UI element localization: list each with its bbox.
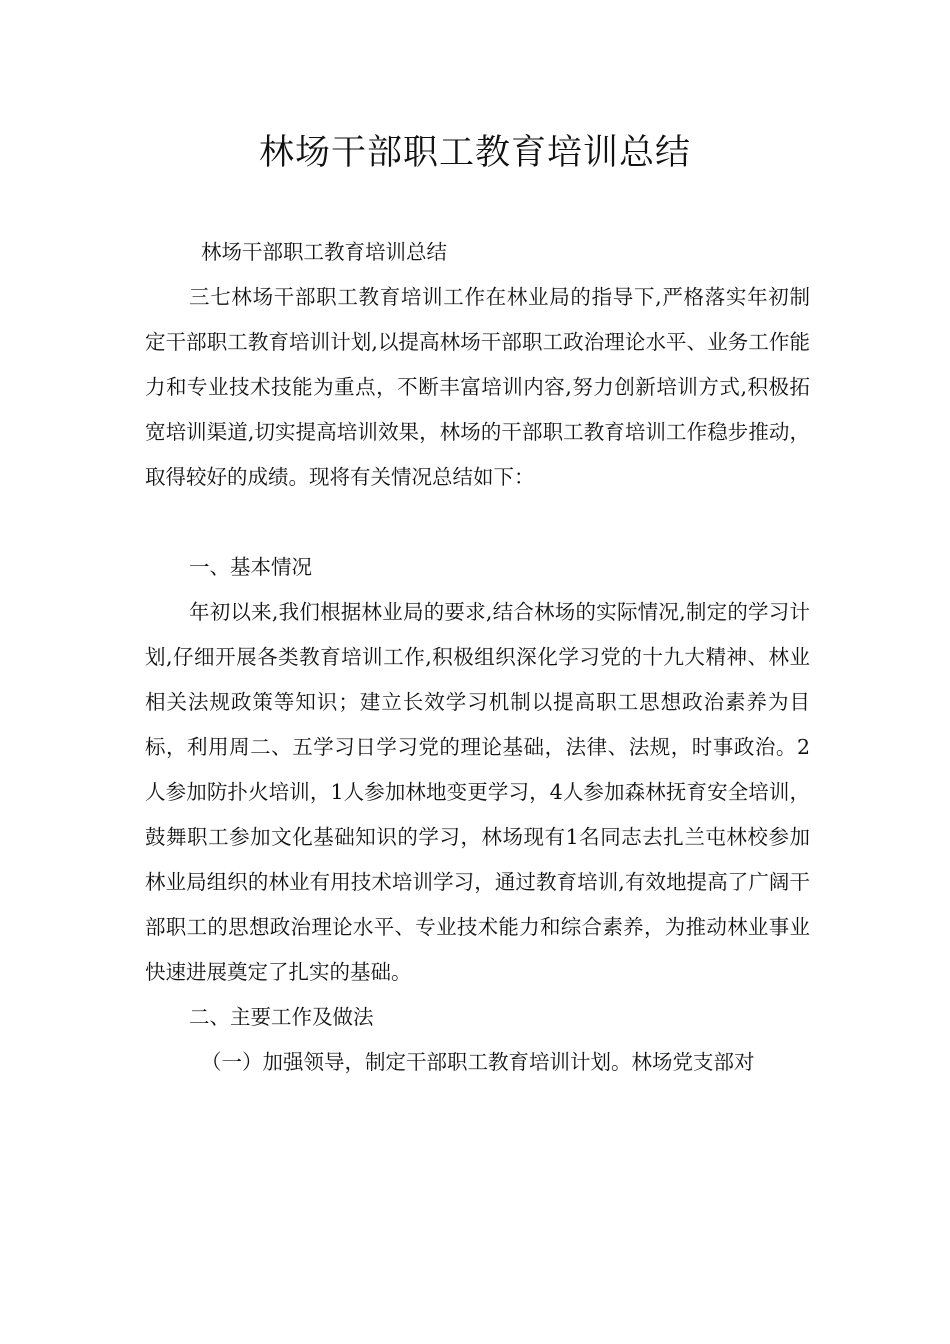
- intro-paragraph: 三七林场干部职工教育培训工作在林业局的指导下,严格落实年初制定干部职工教育培训计划,以提高林场干部职工政治理论水平、业务工作能力和专业技术技能为重点，不断丰富培训内容,努力创新培训方式,积极拓宽培训渠道,切实提高培训效果，林场的干部职工教育培训工作稳步推动，取得较好的成绩。现将有关情况总结如下：: [145, 285, 810, 489]
- section-heading-main-work: 二、主要工作及做法: [189, 1005, 374, 1029]
- section-heading-basic: 一、基本情况: [189, 555, 312, 579]
- document-subtitle: 林场干部职工教育培训总结: [201, 240, 447, 264]
- document-title: 林场干部职工教育培训总结: [258, 133, 691, 173]
- section-body-basic: 年初以来,我们根据林业局的要求,结合林场的实际情况,制定的学习计划,仔细开展各类教育培训工作,积极组织深化学习党的十九大精神、林业相关法规政策等知识；建立长效学习机制以提高职工思想政治素养为目标，利用周二、五学习日学习党的理论基础，法律、法规，时事政治。2人参加防扑火培训，1人参加林地变更学习，4人参加森林抚育安全培训，鼓舞职工参加文化基础知识的学习，林场现有1名同志去扎兰屯林校参加林业局组织的林业有用技术培训学习，通过教育培训,有效地提高了广阔干部职工的思想政治理论水平、专业技术能力和综合素养，为推动林业事业快速进展奠定了扎实的基础。: [145, 600, 810, 984]
- subsection-paragraph-1: （一）加强领导，制定干部职工教育培训计划。林场党支部对: [201, 1050, 755, 1074]
- paragraph-spacer: [145, 500, 810, 545]
- document-body: [145, 230, 810, 1085]
